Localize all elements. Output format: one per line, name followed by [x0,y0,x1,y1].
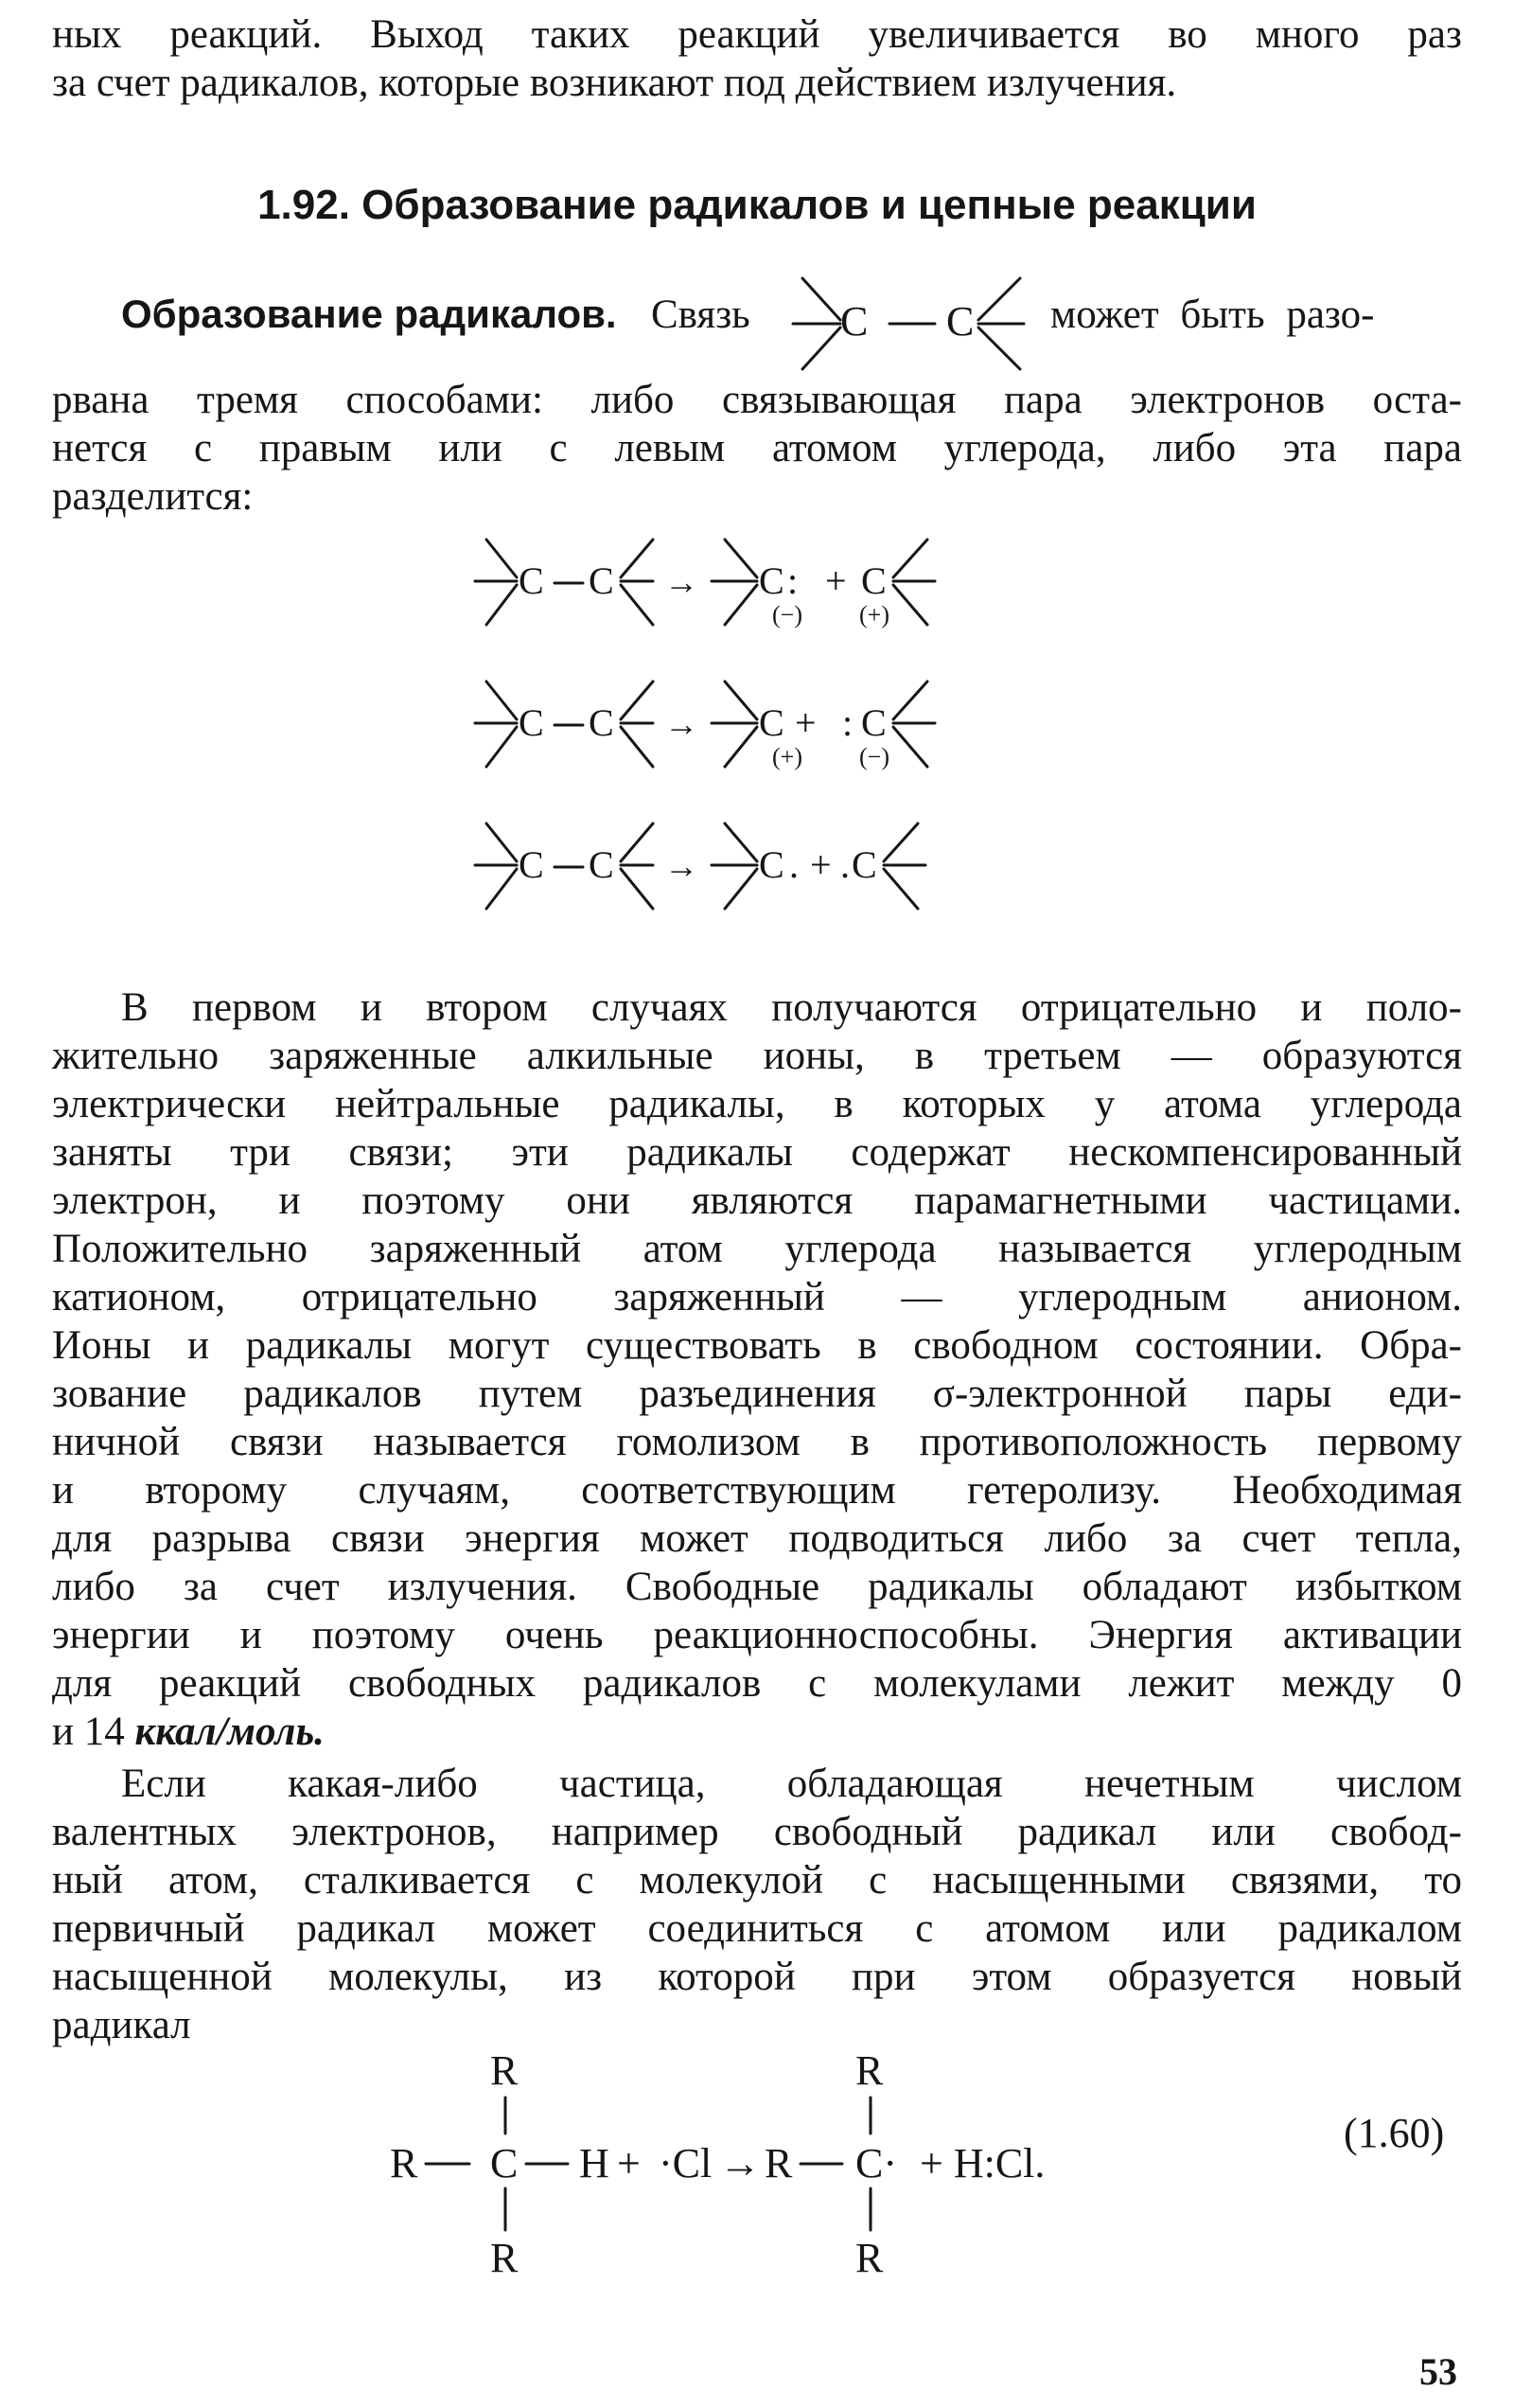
svg-text:C: C [759,843,784,886]
svg-text::: : [842,701,854,744]
top-line-2: за счет радикалов, которые возникают под действием излучения. [52,61,1177,105]
intro-line-3: нется с правым или с левым атомом углерода, либо эта пара [52,426,1462,470]
svg-text:+: + [795,701,817,744]
svg-text:→: → [664,705,698,743]
svg-text:C: C [589,701,614,744]
intro-tail: может быть разо- [1050,292,1375,337]
svg-text:C·: C· [855,2140,897,2187]
svg-text:R: R [855,2047,884,2094]
svg-text:C: C [589,843,614,886]
svg-text:H: H [579,2140,609,2187]
svg-text:+: + [825,559,847,602]
intro-line [121,274,1465,379]
p2-line: либо за счет излучения. Свободные радикалы обладают избытком [52,1565,1462,1609]
section-heading: 1.92. Образование радикалов и цепные реакции [257,182,1257,228]
p2-line: жительно заряженные алкильные ионы, в третьем — образуются [52,1034,1462,1078]
svg-text:C: C [519,701,544,744]
svg-text:R: R [490,2235,519,2281]
reaction-homolysis [475,823,925,909]
energy-unit: ккал/моль. [134,1709,325,1754]
p2-last-prefix: и 14 [52,1709,125,1754]
p3-line: ный атом, сталкивается с молекулой с насыщенными связями, то [52,1858,1462,1903]
p2-line: для реакций свободных радикалов с молекулами лежит между 0 [52,1661,1462,1706]
p2-last-line [52,1709,1462,1757]
intro-line-4: разделится: [52,474,254,519]
p3-line: валентных электронов, например свободный радикал или свобод- [52,1810,1462,1854]
svg-text:C: C [852,843,877,886]
page-number: 53 [1419,2350,1457,2393]
svg-text:R: R [855,2235,884,2281]
svg-text:C: C [840,298,869,345]
svg-text:.: . [840,843,850,886]
svg-text::: : [787,559,799,602]
svg-text:(−): (−) [859,743,889,770]
intro-svyaz: Связь [651,292,750,337]
p3-line: первичный радикал может соединиться с атомом или радикалом [52,1906,1462,1951]
p2-line: Ионы и радикалы могут существовать в свободном состоянии. Обра- [52,1323,1462,1368]
p2-line: энергии и поэтому очень реакционноспособны. Энергия активации [52,1613,1462,1657]
svg-text:C: C [589,559,614,602]
p2-line: электрон, и поэтому они являются парамагнетными частицами. [52,1178,1462,1223]
svg-text:C: C [759,701,784,744]
svg-text:C: C [861,701,887,744]
svg-text:C: C [946,298,975,345]
svg-text:C: C [861,559,887,602]
p3-line: Если какая-либо частица, обладающая нечетным числом [121,1762,1462,1806]
intro-line-2: рвана тремя способами: либо связывающая пара электронов оста- [52,378,1462,422]
svg-text:.: . [789,843,799,886]
svg-text:+: + [810,843,832,886]
p2-line: катионом, отрицательно заряженный — углеродным анионом. [52,1275,1462,1319]
reaction-heterolysis-1 [475,540,935,629]
svg-text:(+): (+) [772,743,802,770]
svg-text:(−): (−) [772,601,802,629]
p3-line: насыщенной молекулы, из которой при этом образуется новый [52,1955,1462,1999]
p2-line: Положительно заряженный атом углерода называется углеродным [52,1227,1462,1271]
bond-cleavage-schemes [464,530,1069,947]
svg-text:+: + [617,2140,641,2187]
svg-text:C: C [490,2140,519,2187]
p2-line: электрически нейтральные радикалы, в которых у атома углерода [52,1082,1462,1126]
svg-text:+ H:Cl.: + H:Cl. [920,2140,1046,2187]
p3-last-line: радикал [52,2003,191,2047]
p2-line: заняты три связи; эти радикалы содержат нескомпенсированный [52,1130,1462,1175]
equation-1-60 [378,2045,1211,2310]
svg-text:C: C [519,843,544,886]
p2-line: В первом и втором случаях получаются отрицательно и поло- [121,985,1462,1030]
svg-text:(+): (+) [859,601,889,629]
equation-number: (1.60) [1344,2110,1445,2156]
svg-text:→: → [664,563,698,601]
intro-lead: Образование радикалов. [121,292,617,336]
p2-line: для разрыва связи энергия может подводиться либо за счет тепла, [52,1516,1462,1561]
p2-line: ничной связи называется гомолизом в противоположность первому [52,1420,1462,1464]
svg-text:→: → [664,847,698,885]
svg-text:R: R [765,2140,793,2187]
svg-text:→: → [719,2140,761,2187]
top-line-1: ных реакций. Выход таких реакций увеличивается во много раз [52,12,1462,57]
svg-text:C: C [759,559,784,602]
svg-text:·Cl: ·Cl [659,2140,713,2187]
p2-line: зование радикалов путем разъединения σ-электронной пары еди- [52,1372,1462,1416]
svg-text:R: R [490,2047,519,2094]
reaction-heterolysis-2 [475,682,935,770]
svg-text:R: R [390,2140,418,2187]
p2-line: и второму случаям, соответствующим гетеролизу. Необходимая [52,1468,1462,1513]
svg-text:C: C [519,559,544,602]
